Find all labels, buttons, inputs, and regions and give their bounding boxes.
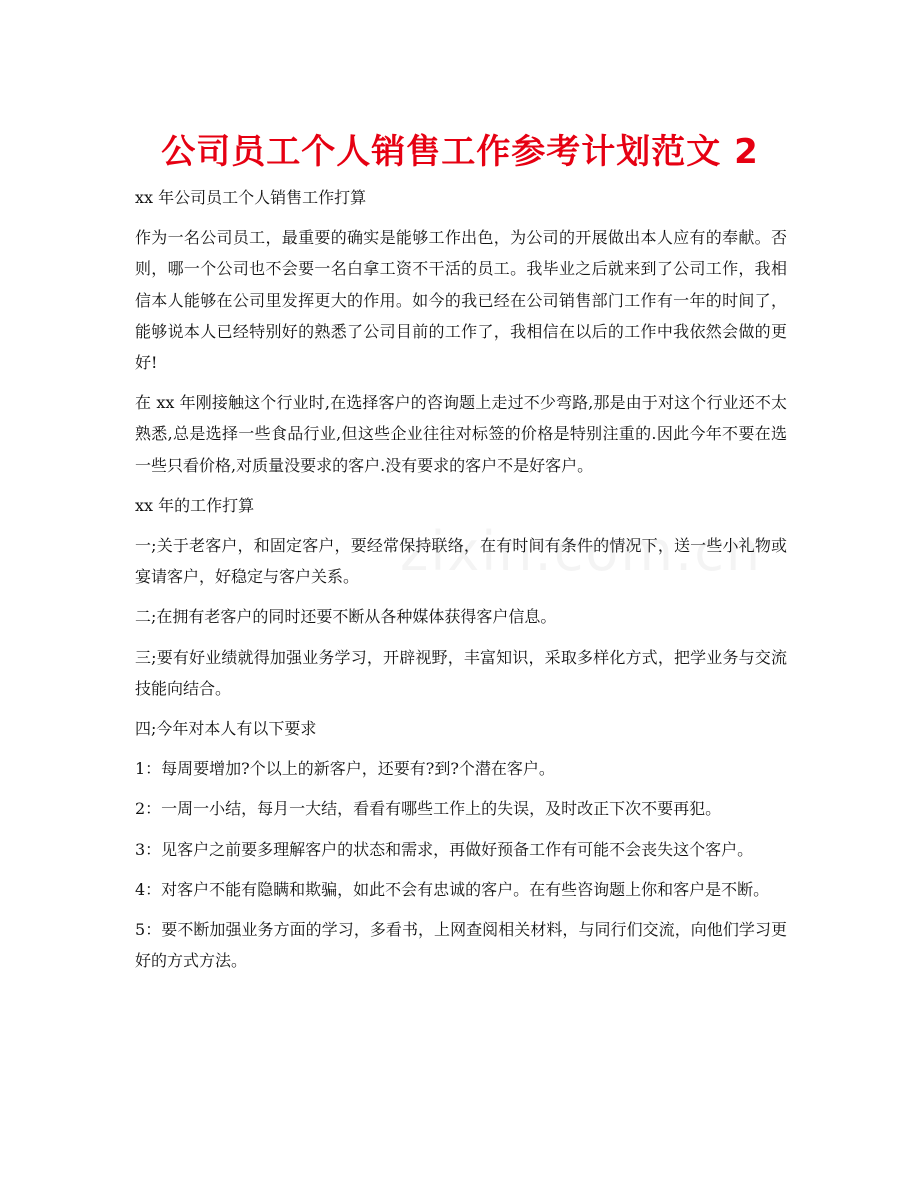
numbered-item: 4：对客户不能有隐瞒和欺骗，如此不会有忠诚的客户。在有些咨询题上你和客户是不断。 [135, 879, 770, 899]
document-title: 公司员工个人销售工作参考计划范文 2 [161, 132, 759, 172]
list-item: 三;要有好业绩就得加强业务学习，开辟视野，丰富知识，采取多样化方式，把学业务与交流技能向结合。 [135, 647, 787, 698]
section-heading: xx 年公司员工个人销售工作打算 [135, 188, 367, 207]
paragraph: 作为一名公司员工，最重要的确实是能够工作出色，为公司的开展做出本人应有的奉献。否则，哪一个公司也不会要一名白拿工资不干活的员工。我毕业之后就来到了公司工作，我相信本人能够在公司里发挥更大的作用。如今的我已经在公司销售部门工作有一年的时间了，能够说本人已经特别好的熟悉了公司目前的工作了，我相信在以后的工作中我依然会做的更好! [135, 228, 787, 373]
numbered-item: 1：每周要增加?个以上的新客户，还要有?到?个潜在客户。 [135, 759, 555, 779]
numbered-item: 5：要不断加强业务方面的学习，多看书，上网查阅相关材料，与同行们交流，向他们学习更好的方式方法。 [135, 920, 787, 971]
paragraph: 在 xx 年刚接触这个行业时,在选择客户的咨询题上走过不少弯路,那是由于对这个行业还不太熟悉,总是选择一些食品行业,但这些企业往往对标签的价格是特别注重的.因此今年不要在选一些只看价格,对质量没要求的客户.没有要求的客户不是好客户。 [135, 393, 787, 475]
list-item: 一;关于老客户，和固定客户，要经常保持联络，在有时间有条件的情况下，送一些小礼物或宴请客户，好稳定与客户关系。 [135, 536, 787, 587]
numbered-item: 3：见客户之前要多理解客户的状态和需求，再做好预备工作有可能不会丧失这个客户。 [135, 839, 754, 859]
list-item: 四;今年对本人有以下要求 [135, 719, 317, 739]
document-body [135, 182, 787, 985]
section-heading: xx 年的工作打算 [135, 495, 255, 515]
numbered-item: 2：一周一小结，每月一大结，看看有哪些工作上的失误，及时改正下次不要再犯。 [135, 799, 722, 819]
list-item: 二;在拥有老客户的同时还要不断从各种媒体获得客户信息。 [135, 607, 557, 627]
